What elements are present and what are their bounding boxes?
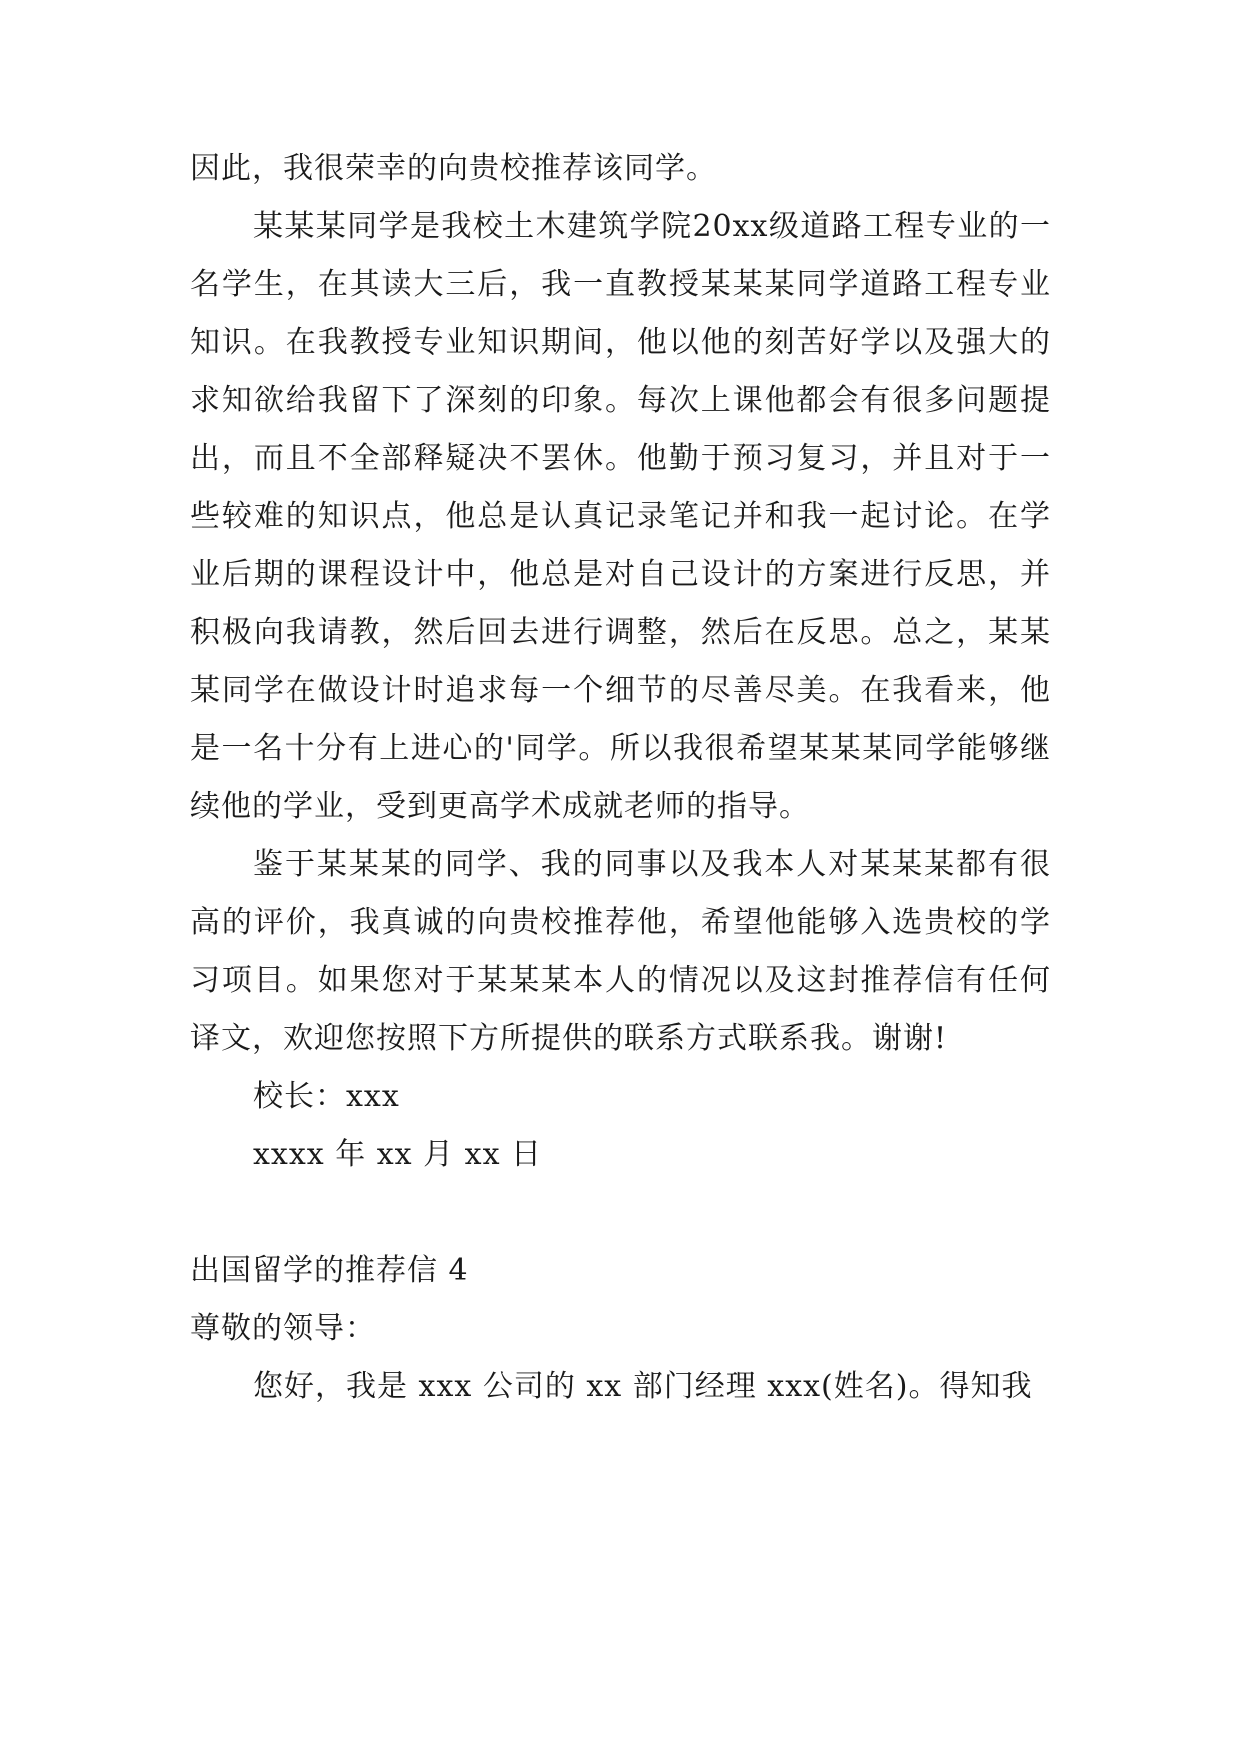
date-line: xxxx 年 xx 月 xx 日 bbox=[253, 1137, 543, 1172]
opening-line: 您好，我是 xxx 公司的 xx 部门经理 xxx(姓名)。得知我 bbox=[253, 1369, 1033, 1404]
section-title: 出国留学的推荐信 4 bbox=[190, 1253, 469, 1288]
section-gap bbox=[190, 1184, 1051, 1242]
signature-line: 校长：xxx bbox=[253, 1079, 400, 1114]
paragraph-continuation: 因此，我很荣幸的向贵校推荐该同学。 bbox=[190, 151, 717, 186]
document-body bbox=[190, 140, 1051, 1416]
salutation: 尊敬的领导： bbox=[190, 1311, 376, 1346]
paragraph-student-description: 某某某同学是我校土木建筑学院20xx级道路工程专业的一名学生，在其读大三后，我一直教授某某某同学道路工程专业知识。在我教授专业知识期间，他以他的刻苦好学以及强大的求知欲给我留下了深刻的印象。每次上课他都会有很多问题提出，而且不全部释疑决不罢休。他勤于预习复习，并且对于一些较难的知识点，他总是认真记录笔记并和我一起讨论。在学业后期的课程设计中，他总是对自己设计的方案进行反思，并积极向我请教，然后回去进行调整，然后在反思。总之，某某某同学在做设计时追求每一个细节的尽善尽美。在我看来，他是一名十分有上进心的'同学。所以我很希望某某某同学能够继续他的学业，受到更高学术成就老师的指导。 bbox=[190, 209, 1051, 824]
paragraph-recommendation: 鉴于某某某的同学、我的同事以及我本人对某某某都有很高的评价，我真诚的向贵校推荐他，希望他能够入选贵校的学习项目。如果您对于某某某本人的情况以及这封推荐信有任何译文，欢迎您按照下方所提供的联系方式联系我。谢谢! bbox=[190, 847, 1051, 1056]
